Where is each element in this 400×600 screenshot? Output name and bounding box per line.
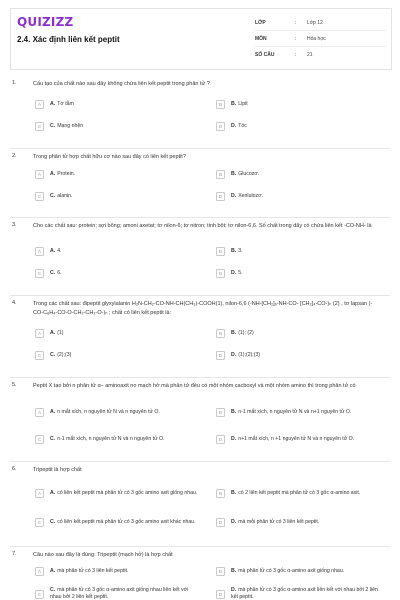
question-3 xyxy=(0,218,400,295)
option-letter-box: B xyxy=(216,408,225,417)
option-letter-box: D xyxy=(216,518,225,527)
meta-row-count: SỐ CÂU : 21 xyxy=(255,47,387,63)
meta-row-class: LỚP : Lớp 12 xyxy=(255,15,387,31)
option-letter-box: C xyxy=(35,518,44,527)
question-1 xyxy=(0,76,400,148)
option-letter-box: B xyxy=(216,100,225,109)
option-d[interactable]: D D. (1);(2);(3) xyxy=(216,349,386,362)
option-letter-box: A xyxy=(35,247,44,256)
option-letter-box: A xyxy=(35,329,44,338)
option-a[interactable]: A A. (1) xyxy=(35,327,200,340)
option-letter-box: A xyxy=(35,489,44,498)
question-number: 3. xyxy=(12,222,17,228)
option-letter-box: B xyxy=(216,567,225,576)
question-number: 6. xyxy=(12,466,17,472)
option-letter-box: A xyxy=(35,100,44,109)
option-d[interactable]: D D. mà phân tử có 3 gốc α-amino axit liên kết với nhau bởi 2 liên kết peptit. xyxy=(216,585,386,600)
option-letter-box: C xyxy=(35,122,44,131)
meta-label: LỚP xyxy=(255,19,266,26)
option-b[interactable]: B B. có 2 liên kết peptit mà phân tử có 3 gốc α-amino axit. xyxy=(216,484,386,502)
option-b[interactable]: B B. (1); (2) xyxy=(216,327,386,340)
option-letter-box: D xyxy=(216,192,225,201)
option-letter-box: D xyxy=(216,122,225,131)
option-d[interactable]: D D. Tóc xyxy=(216,120,386,133)
meta-label: MÔN xyxy=(255,35,267,42)
option-b[interactable]: B B. 3. xyxy=(216,245,386,258)
option-b[interactable]: B B. n-1 mắt xích, n nguyên tử N và n+1 nguyên tử O. xyxy=(216,406,386,419)
question-5 xyxy=(0,378,400,461)
option-letter-box: D xyxy=(216,590,225,599)
option-letter-box: B xyxy=(216,247,225,256)
question-number: 5. xyxy=(12,382,17,388)
meta-label: SỐ CÂU xyxy=(255,52,275,58)
question-text: Trong các chất sau: đipeptit glyxylalanin H₂N-CH₂-CO-NH-CH(CH₃)-COOH(1), nilon-6,6 (-NH-[CH₂]₆-NH-CO- [CH₂]₄-CO-)ₙ (2) , tơ lapsan (-CO-C₆H₄-CO-O-CH₂-CH₂-O-)ₙ ; chất có liên kết peptit là: xyxy=(33,301,373,316)
option-c[interactable]: C C. Mạng nhện xyxy=(35,120,200,133)
question-number: 1. xyxy=(12,80,17,86)
question-7 xyxy=(0,547,400,600)
quizizz-logo: QUIZIZZ xyxy=(17,15,74,29)
question-text: Trong phân tử hợp chất hữu cơ nào sau đây có liên kết peptit? xyxy=(33,154,186,160)
meta-value: Hóa học xyxy=(307,35,326,42)
question-2 xyxy=(0,149,400,217)
question-list xyxy=(0,76,400,600)
option-letter-box: A xyxy=(35,170,44,179)
option-c[interactable]: C C. mà phân tử có 3 gốc α-amino axit giống nhau liên kết với nhau bởi 2 liên kết peptit. xyxy=(35,585,200,600)
option-letter-box: A xyxy=(35,567,44,576)
option-d[interactable]: D D. n+1 mắt xích, n +1 nguyên tử N và n nguyên tử O. xyxy=(216,430,386,448)
question-text: Cấu tạo của chất nào sau đây không chứa liên kết peptit trong phân tử ? xyxy=(33,81,210,87)
option-letter-box: B xyxy=(216,170,225,179)
question-text: Cho các chất sau: protein; sợi bông; amoni axetat; tơ nilon-6; tơ nitron; tinh bột; tơ nilon-6,6. Số chất trong dãy có chứa liên kết -CO-NH- là xyxy=(33,223,372,229)
option-letter-box: C xyxy=(35,269,44,278)
option-letter-box: B xyxy=(216,329,225,338)
option-a[interactable]: A A. mà phân tử có 3 liên kết peptit. xyxy=(35,565,200,578)
worksheet-meta xyxy=(255,15,387,63)
question-number: 2. xyxy=(12,153,17,159)
meta-value: Lớp 12 xyxy=(307,19,323,26)
question-number: 7. xyxy=(12,551,17,557)
option-c[interactable]: C C. (2);(3) xyxy=(35,349,200,362)
question-4 xyxy=(0,296,400,377)
option-letter-box: C xyxy=(35,435,44,444)
option-a[interactable]: A A. 4. xyxy=(35,245,200,258)
option-b[interactable]: B B. Lipit xyxy=(216,98,386,111)
meta-value: 21 xyxy=(307,52,313,58)
question-text: Câu nào sau đây là đúng: Tripeptit (mạch hở) là hợp chất xyxy=(33,552,173,558)
option-c[interactable]: C C. n-1 mắt xích, n nguyên tử N và n nguyên tử O. xyxy=(35,430,200,448)
option-d[interactable]: D D. Xenlulozơ. xyxy=(216,190,386,203)
option-a[interactable]: A A. n mắt xích, n nguyên tử N và n nguyên tử O. xyxy=(35,406,200,419)
option-a[interactable]: A A. có liên kết peptit mà phân tử có 3 gốc amino axit giống nhau. xyxy=(35,484,200,502)
question-text: Tripeptit là hợp chất xyxy=(33,467,82,473)
option-b[interactable]: B B. Glucozơ. xyxy=(216,168,386,181)
option-c[interactable]: C C. có liên kết peptit mà phân tử có 3 gốc amino axit khác nhau. xyxy=(35,513,200,531)
option-c[interactable]: C C. alanin. xyxy=(35,190,200,203)
option-letter-box: C xyxy=(35,590,44,599)
option-a[interactable]: A A. Protein. xyxy=(35,168,200,181)
option-letter-box: A xyxy=(35,408,44,417)
worksheet-header xyxy=(10,8,392,70)
option-b[interactable]: B B. mà phân tử có 3 gốc α-amino axit giống nhau. xyxy=(216,565,386,578)
option-c[interactable]: C C. 6. xyxy=(35,267,200,280)
option-letter-box: D xyxy=(216,435,225,444)
option-letter-box: B xyxy=(216,489,225,498)
question-text: Peptit X tạo bởi n phân tử α– aminoaxit no mạch hở mà phân tử đều có một nhóm cacboxyl và một nhóm amino thì trong phân tử có xyxy=(33,383,356,389)
option-letter-box: C xyxy=(35,192,44,201)
option-letter-box: D xyxy=(216,351,225,360)
option-d[interactable]: D D. 5. xyxy=(216,267,386,280)
option-a[interactable]: A A. Tơ tằm xyxy=(35,98,200,111)
question-number: 4. xyxy=(12,300,17,306)
option-letter-box: D xyxy=(216,269,225,278)
question-6 xyxy=(0,462,400,546)
meta-row-subject: MÔN : Hóa học xyxy=(255,31,387,47)
option-d[interactable]: D D. mà mỗi phân tử có 3 liên kết peptit. xyxy=(216,513,386,531)
worksheet-title: 2.4. Xác định liên kết peptit xyxy=(17,35,120,44)
option-letter-box: C xyxy=(35,351,44,360)
